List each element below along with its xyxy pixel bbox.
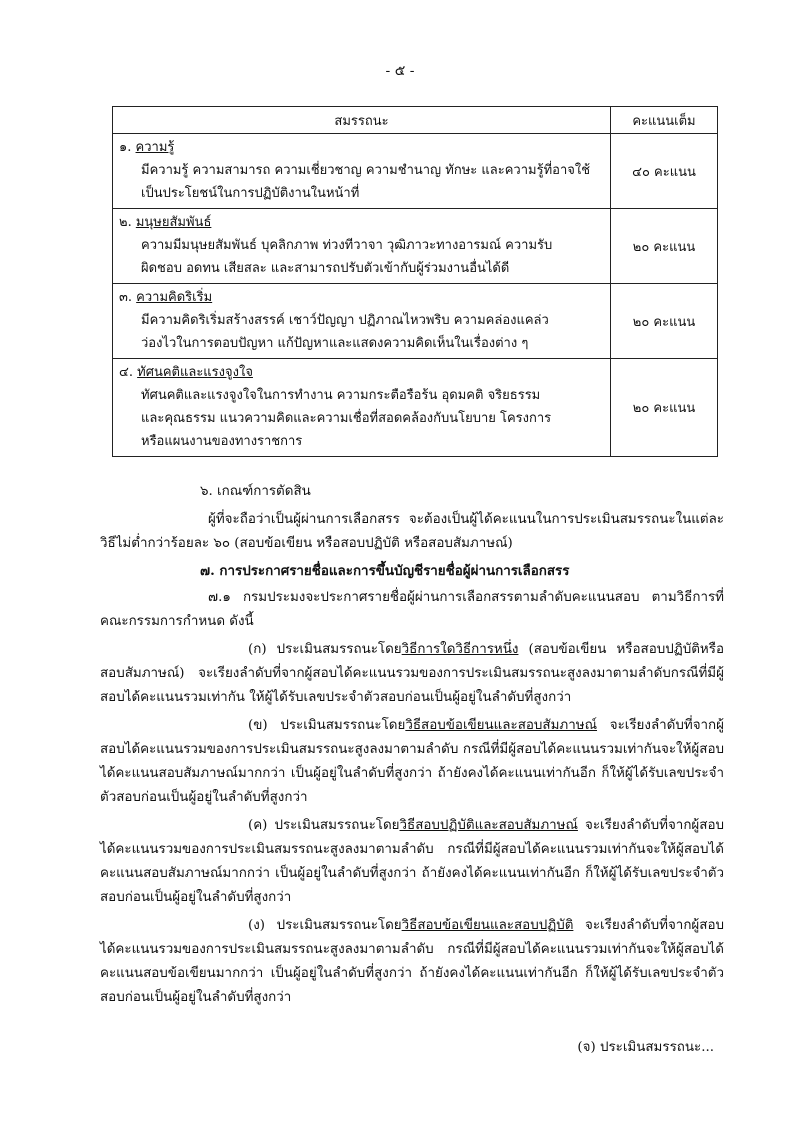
- item-method: วิธีสอบข้อเขียนและสอบปฏิบัติ: [401, 918, 574, 933]
- criteria-line: มีความคิดริเริ่มสร้างสรรค์ เชาว์ปัญญา ปฏิภาณไหวพริบ ความคล่องแคล่ว: [141, 313, 549, 328]
- criteria-line: ว่องไวในการตอบปัญหา แก้ปัญหาและแสดงความคิดเห็นในเรื่องต่าง ๆ: [141, 336, 529, 351]
- section7-item-b: [100, 714, 724, 810]
- score-cell: ๒๐ คะแนน: [611, 209, 718, 284]
- criteria-line: เป็นประโยชน์ในการปฏิบัติงานในหน้าที่: [141, 186, 360, 201]
- section7-intro: ๗.๑ กรมประมงจะประกาศรายชื่อผู้ผ่านการเลือกสรรตามลำดับคะแนนสอบ ตามวิธีการที่คณะกรรมการกำหนด ดังนี้: [100, 590, 724, 629]
- criteria-line: ความมีมนุษยสัมพันธ์ บุคลิกภาพ ท่วงทีวาจา วุฒิภาวะทางอารมณ์ ความรับ: [141, 238, 553, 253]
- item-prefix: (ข) ประเมินสมรรถนะโดย: [248, 718, 406, 733]
- criteria-title-text: ความรู้: [135, 140, 175, 155]
- criteria-number: ๔.: [119, 365, 133, 380]
- criteria-number: ๑.: [119, 140, 132, 155]
- header-score: คะแนนเต็ม: [611, 107, 718, 134]
- score-cell: ๒๐ คะแนน: [611, 359, 718, 457]
- section6-heading: ๖. เกณฑ์การตัดสิน: [200, 484, 311, 499]
- item-method: วิธีการใดวิธีการหนึ่ง: [401, 642, 519, 657]
- table-row: [113, 209, 718, 284]
- criteria-cell: [113, 284, 611, 359]
- criteria-cell: [113, 209, 611, 284]
- criteria-line: และคุณธรรม แนวความคิดและความเชื่อที่สอดคล้องกับนโยบาย โครงการ: [141, 411, 552, 426]
- criteria-title-text: ทัศนคติและแรงจูงใจ: [137, 365, 253, 380]
- criteria-line: ผิดชอบ อดทน เสียสละ และสามารถปรับตัวเข้ากับผู้ร่วมงานอื่นได้ดี: [141, 261, 510, 276]
- criteria-cell: [113, 134, 611, 209]
- criteria-title: [119, 136, 604, 159]
- criteria-title-text: ความคิดริเริ่ม: [136, 290, 213, 305]
- item-text: จะเรียงลำดับที่จากผู้สอบได้คะแนนรวมของการประเมินสมรรถนะสูงลงมาตามลำดับ กรณีที่มีผู้สอบได้คะแนนรวมเท่ากันจะให้ผู้สอบได้คะแนนสอบสัมภาษณ์มากกว่า เป็นผู้อยู่ในลำดับที่สูงกว่า ถ้ายังคงได้คะแนนเท่ากันอีก ก็ให้ผู้ได้รับเลขประจำตัวสอบก่อนเป็นผู้อยู่ในลำดับที่สูงกว่า: [100, 818, 724, 905]
- section7-item-d: [100, 914, 724, 1010]
- section6-text: ผู้ที่จะถือว่าเป็นผู้ผ่านการเลือกสรร จะต้องเป็นผู้ได้คะแนนในการประเมินสมรรถนะในแต่ละวิธีไม่ต่ำกว่าร้อยละ ๖๐ (สอบข้อเขียน หรือสอบปฏิบัติ หรือสอบสัมภาษณ์): [100, 512, 724, 551]
- table-row: [113, 284, 718, 359]
- criteria-title: [119, 211, 604, 234]
- item-text: (สอบข้อเขียน หรือสอบปฏิบัติหรือสอบสัมภาษณ์) จะเรียงลำดับที่จากผู้สอบได้คะแนนรวมของการประเมินสมรรถนะสูงลงมาตามลำดับกรณีที่มีผู้สอบได้คะแนนรวมเท่ากัน ให้ผู้ได้รับเลขประจำตัวสอบก่อนเป็นผู้อยู่ในลำดับที่สูงกว่า: [100, 642, 724, 705]
- body-text: [100, 480, 724, 1010]
- page-number: - ๕ -: [385, 63, 415, 79]
- competency-table: [112, 106, 718, 457]
- criteria-title: [119, 286, 604, 309]
- header-criteria: สมรรถนะ: [113, 107, 611, 134]
- table-row: [113, 359, 718, 457]
- item-method: วิธีสอบข้อเขียนและสอบสัมภาษณ์: [405, 718, 598, 733]
- item-prefix: (ค) ประเมินสมรรถนะโดย: [248, 818, 400, 833]
- criteria-title: [119, 361, 604, 384]
- criteria-number: ๓.: [119, 290, 133, 305]
- table-header-row: [113, 107, 718, 134]
- section7-heading: ๗. การประกาศรายชื่อและการขึ้นบัญชีรายชื่อผู้ผ่านการเลือกสรร: [200, 563, 570, 579]
- item-prefix: (ง) ประเมินสมรรถนะโดย: [248, 918, 402, 933]
- criteria-line: หรือแผนงานของทางราชการ: [141, 434, 303, 449]
- criteria-title-text: มนุษยสัมพันธ์: [135, 215, 212, 230]
- criteria-line: มีความรู้ ความสามารถ ความเชี่ยวชาญ ความชำนาญ ทักษะ และความรู้ที่อาจใช้: [141, 163, 591, 178]
- item-method: วิธีสอบปฏิบัติและสอบสัมภาษณ์: [399, 818, 578, 833]
- score-cell: ๒๐ คะแนน: [611, 284, 718, 359]
- section7-item-c: [100, 814, 724, 910]
- criteria-line: ทัศนคติและแรงจูงใจในการทำงาน ความกระตือรือร้น อุดมคติ จริยธรรม: [141, 388, 541, 403]
- continuation-text: (จ) ประเมินสมรรถนะ...: [577, 1040, 714, 1055]
- item-text: จะเรียงลำดับที่จากผู้สอบได้คะแนนรวมของการประเมินสมรรถนะสูงลงมาตามลำดับ กรณีที่มีผู้สอบได้คะแนนรวมเท่ากันจะให้ผู้สอบได้คะแนนสอบข้อเขียนมากกว่า เป็นผู้อยู่ในลำดับที่สูงกว่า ถ้ายังคงได้คะแนนเท่ากันอีก ก็ให้ผู้ได้รับเลขประจำตัวสอบก่อนเป็นผู้อยู่ในลำดับที่สูงกว่า: [100, 918, 724, 1005]
- criteria-number: ๒.: [119, 215, 132, 230]
- item-prefix: (ก) ประเมินสมรรถนะโดย: [248, 642, 402, 657]
- section7-item-a: [100, 638, 724, 710]
- score-cell: ๔๐ คะแนน: [611, 134, 718, 209]
- criteria-cell: [113, 359, 611, 457]
- item-text: จะเรียงลำดับที่จากผู้สอบได้คะแนนรวมของการประเมินสมรรถนะสูงลงมาตามลำดับ กรณีที่มีผู้สอบได้คะแนนรวมเท่ากันจะให้ผู้สอบได้คะแนนสอบสัมภาษณ์มากกว่า เป็นผู้อยู่ในลำดับที่สูงกว่า ถ้ายังคงได้คะแนนเท่ากันอีก ก็ให้ผู้ได้รับเลขประจำตัวสอบก่อนเป็นผู้อยู่ในลำดับที่สูงกว่า: [100, 718, 725, 805]
- table-row: [113, 134, 718, 209]
